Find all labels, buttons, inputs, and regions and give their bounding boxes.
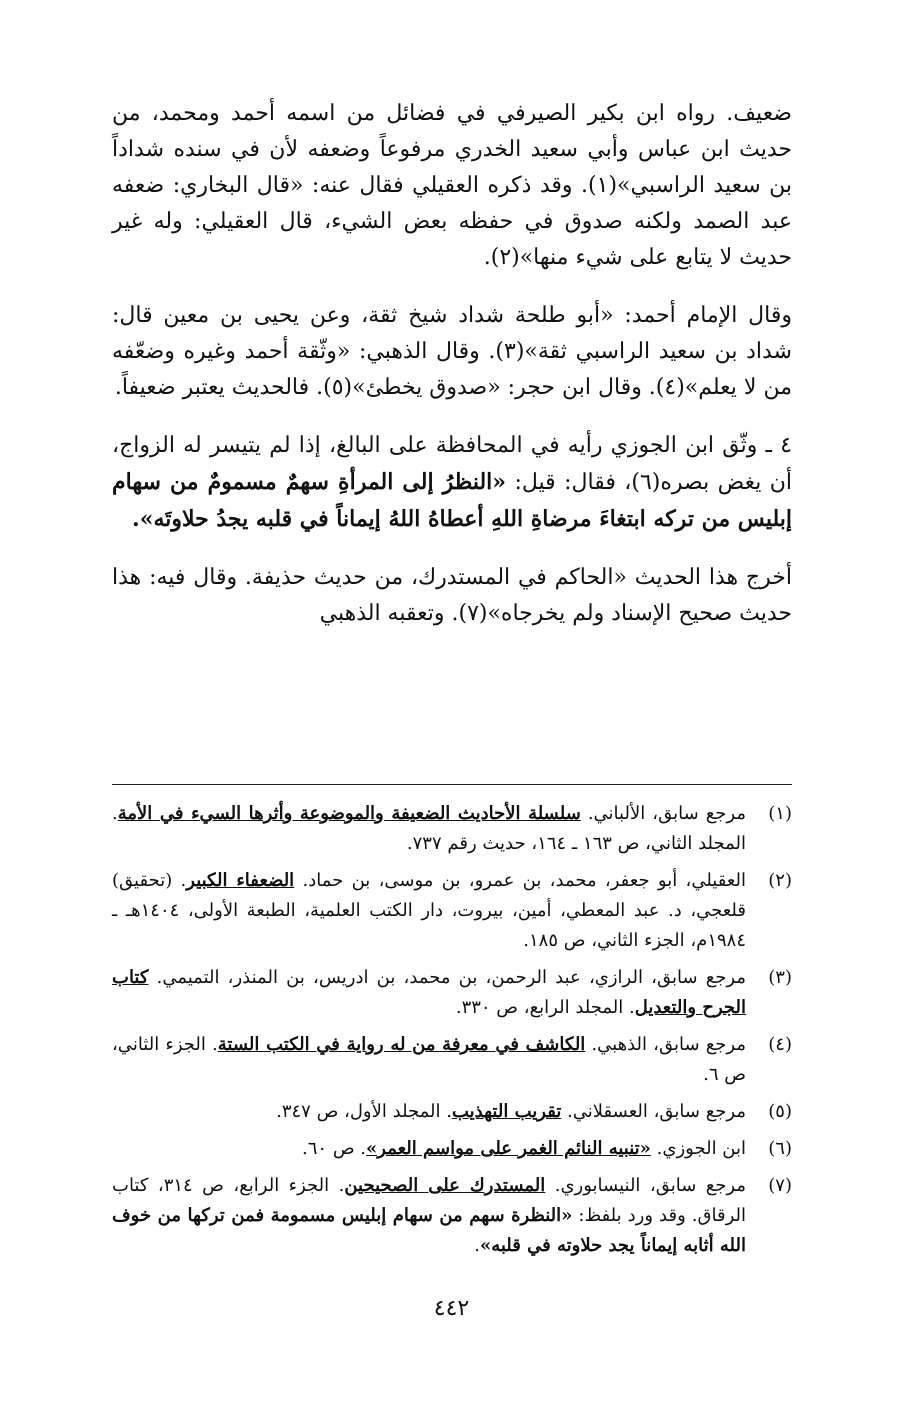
footnote-detail: . الجزء الثاني، ص ٦. <box>112 1034 746 1085</box>
paragraph-2: وقال الإمام أحمد: «أبو طلحة شداد شيخ ثقة، وعن يحيى بن معين قال: شداد بن سعيد الراسبي ثقة»(٣). وقال الذهبي: «وثّقة أحمد وغيره وضعّفه من لا يعلم»(٤). وقال ابن حجر: «صدوق يخطئ»(٥). فالحديث يعتبر ضعيفاً. <box>112 303 792 400</box>
footnote-number: (٤) <box>768 1034 792 1055</box>
footnote-book-title: «تنبيه النائم الغمر على مواسم العمر» <box>366 1138 651 1159</box>
footnote-book-title: كتاب الجرح والتعديل <box>112 967 746 1018</box>
paragraph-4: أخرج هذا الحديث «الحاكم في المستدرك، من حديث حذيفة. وقال فيه: هذا حديث صحيح الإسناد ولم يخرجاه»(٧). وتعقبه الذهبي <box>112 565 792 626</box>
footnote-number: (٥) <box>768 1101 792 1122</box>
footnote-4 <box>112 1030 792 1090</box>
page-number: ٤٤٢ <box>433 1296 470 1321</box>
footnote-detail: . المجلد الأول، ص ٣٤٧. <box>276 1101 452 1122</box>
footnote-source: مرجع سابق، العسقلاني. <box>561 1101 746 1122</box>
footnote-source: العقيلي، أبو جعفر، محمد، بن عمرو، بن موسى، بن حماد. <box>294 870 746 891</box>
footnote-source: ابن الجوزي. <box>650 1138 746 1159</box>
footnote-text <box>112 866 746 956</box>
footnote-source: مرجع سابق، النيسابوري. <box>545 1175 747 1196</box>
paragraph-1: ضعيف. رواه ابن بكير الصيرفي في فضائل من اسمه أحمد ومحمد، من حديث ابن عباس وأبي سعيد الخدري مرفوعاً وضعفه لأن في سنده شداداً بن سعيد الراسبي»(١). وقد ذكره العقيلي فقال عنه: «قال البخاري: ضعفه عبد الصمد ولكنه صدوق في حفظه بعض الشيء، قال العقيلي: وله غير حديث لا يتابع على شيء منها»(٢). <box>112 101 793 270</box>
footnote-detail: . (تحقيق) قلعجي، د. عبد المعطي، أمين، بيروت، دار الكتب العلمية، الطبعة الأولى، ١٤٠٤هـ ـ ١٩٨٤م، الجزء الثاني، ص ١٨٥. <box>112 870 746 951</box>
paragraph-3 <box>112 428 792 538</box>
footnote-6 <box>112 1134 792 1164</box>
footnote-1 <box>112 799 792 859</box>
footnote-book-title: الكاشف في معرفة من له رواية في الكتب الستة <box>217 1034 586 1055</box>
footnote-5 <box>112 1097 792 1127</box>
main-text <box>112 96 792 654</box>
footnote-book-title: الضعفاء الكبير <box>186 870 295 891</box>
footnote-text <box>112 1097 746 1127</box>
footnote-text <box>112 1171 746 1261</box>
footnote-number: (٣) <box>768 967 792 988</box>
footnote-book-title: سلسلة الأحاديث الضعيفة والموضوعة وأثرها السيء في الأمة <box>117 803 581 824</box>
footnote-text <box>112 1030 746 1090</box>
footnote-text <box>112 799 746 859</box>
footnote-text <box>112 1134 746 1164</box>
footnote-book-title: تقريب التهذيب <box>451 1101 562 1122</box>
footnotes <box>112 784 792 1268</box>
footnote-detail: . المجلد الثاني، ص ١٦٣ ـ ١٦٤، حديث رقم ٧٣٧. <box>112 803 746 854</box>
footnote-detail: . ص ٦٠. <box>302 1138 367 1159</box>
footnote-detail: . الجزء الرابع، ص ٣١٤، كتاب الرقاق. وقد ورد بلفظ: <box>112 1175 746 1226</box>
footnote-source: مرجع سابق، الرازي، عبد الرحمن، بن محمد، بن ادريس، بن المنذر، التميمي. <box>148 967 746 988</box>
footnote-detail: . المجلد الرابع، ص ٣٣٠. <box>455 997 635 1018</box>
paragraph-3-intro: ٤ ـ وثّق ابن الجوزي رأيه في المحافظة على البالغ، إذا لم يتيسر له الزواج، أن يغض بصره(٦)، فقال: قيل: <box>112 433 793 495</box>
footnote-source: مرجع سابق، الذهبي. <box>585 1034 747 1055</box>
footnote-number: (٦) <box>768 1138 792 1159</box>
footnote-number: (٧) <box>768 1175 792 1196</box>
hadith-quote: «النظرُ إلى المرأةِ سهمٌ مسمومٌ من سهام إبليس من تركه ابتغاءَ مرضاةِ اللهِ أعطاهُ اللهُ إيماناً في قلبه يجدُ حلاوتَه». <box>112 469 792 532</box>
footnote-3 <box>112 963 792 1023</box>
footnote-number: (٢) <box>768 870 792 891</box>
footnote-7 <box>112 1171 792 1261</box>
footnote-end: . <box>474 1235 480 1256</box>
footnote-source: مرجع سابق، الألباني. <box>580 803 747 824</box>
footnote-book-title: المستدرك على الصحيحين <box>344 1175 546 1196</box>
footnote-text <box>112 963 746 1023</box>
footnote-2 <box>112 866 792 956</box>
footnote-quote: «النظرة سهم من سهام إبليس مسمومة فمن تركها من خوف الله أثابه إيماناً يجد حلاوته في قلبه» <box>112 1205 746 1256</box>
footnote-number: (١) <box>768 803 792 824</box>
